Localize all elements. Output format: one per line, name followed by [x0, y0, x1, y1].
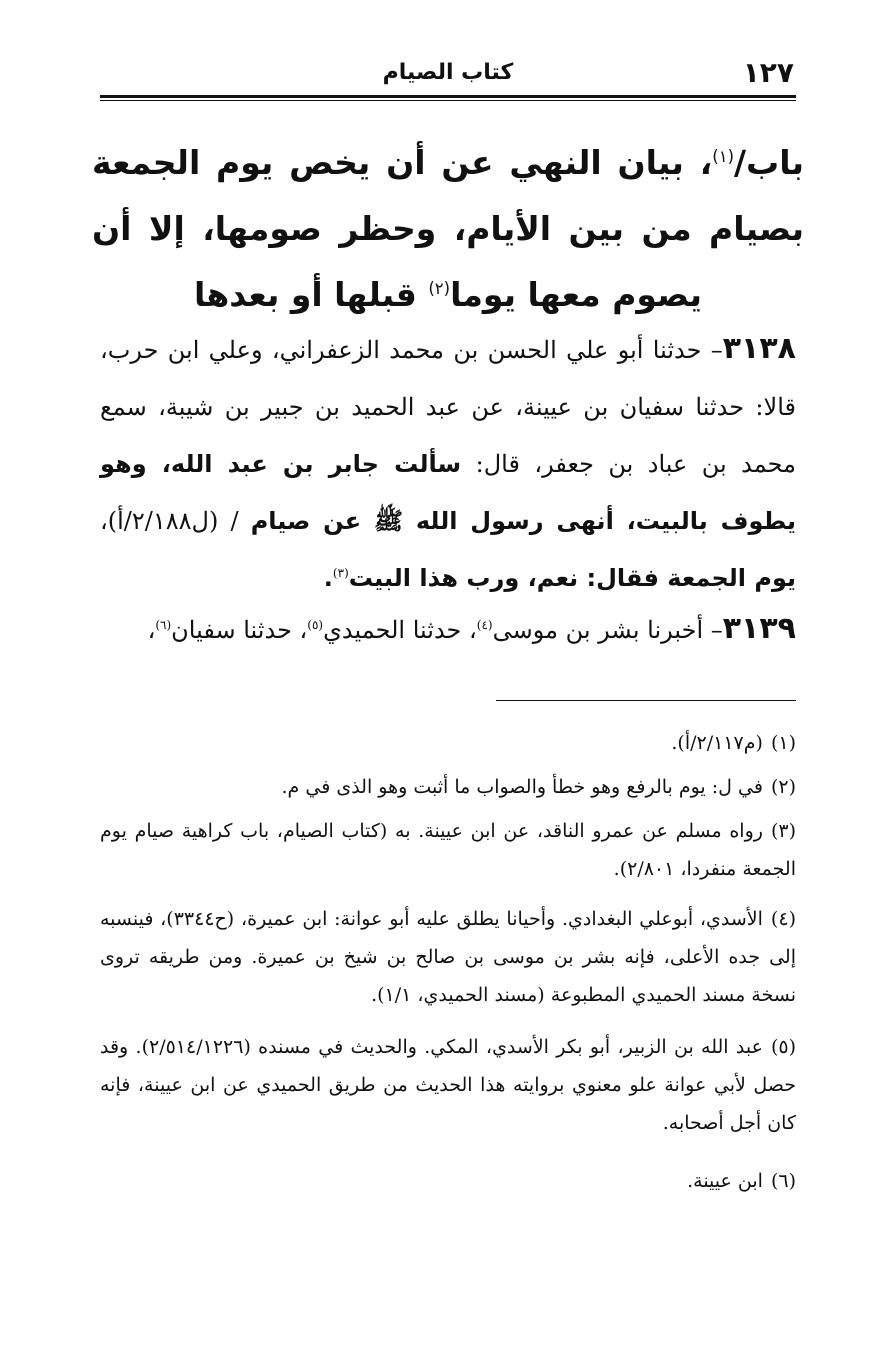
footnote-ref: (٤)	[476, 618, 493, 632]
footnote-number: (٤)	[770, 908, 796, 930]
hadith-end: .	[323, 564, 333, 592]
footnote-number: (٢)	[770, 776, 796, 798]
hadith-matn: يوم الجمعة فقال: نعم، ورب هذا البيت	[348, 564, 796, 592]
hadith-text: – أخبرنا بشر بن موسى	[492, 616, 723, 644]
footnote-text: في ل: يوم بالرفع وهو خطأ والصواب ما أثبت وهو الذى في م.	[281, 776, 763, 798]
footnote-number: (١)	[770, 732, 796, 754]
footnote-text: ابن عيينة.	[687, 1170, 763, 1192]
hadith-3139	[100, 600, 796, 659]
chapter-heading	[92, 130, 804, 328]
hadith-matn: سألت جابر بن عبد الله، وهو يطوف بالبيت، أنهى رسول الله ﷺ عن صيام	[100, 450, 796, 535]
footnote-ref: (١)	[712, 147, 734, 166]
footnote-text: رواه مسلم عن عمرو الناقد، عن ابن عيينة. به (كتاب الصيام، باب كراهية صيام يوم الجمعة منفردا، ٢/٨٠١).	[100, 820, 796, 880]
header-rule-thick	[100, 95, 796, 98]
hadith-3138	[100, 320, 796, 607]
footnote-text: عبد الله بن الزبير، أبو بكر الأسدي، المكي. والحديث في مسنده (٢/٥١٤/١٢٢٦). وقد حصل لأبي عوانة علو معنوي بروايته هذا الحديث من طريق الحميدي عن ابن عيينة، فإنه كان أجل أصحابه.	[100, 1036, 796, 1134]
footnote-number: (٥)	[770, 1036, 796, 1058]
hadith-text: ، حدثنا الحميدي	[323, 616, 477, 644]
manuscript-ref: / (ل٢/١٨٨/أ)،	[100, 507, 251, 535]
footnote-ref: (٣)	[332, 566, 349, 580]
footnote-ref: (٢)	[428, 279, 451, 298]
footnote-ref: (٥)	[307, 618, 324, 632]
hadith-number: ٣١٣٨	[722, 331, 796, 366]
footnote-text: (م٢/١١٧/أ).	[671, 732, 763, 754]
heading-part1: باب/	[734, 143, 804, 182]
footnote-separator	[496, 700, 796, 701]
hadith-text: ، حدثنا سفيان	[171, 616, 308, 644]
footnote	[100, 1162, 796, 1200]
page-number: ١٢٧	[742, 56, 794, 89]
book-title: كتاب الصيام	[382, 60, 514, 85]
footnote-text: الأسدي، أبوعلي البغدادي. وأحيانا يطلق عليه أبو عوانة: ابن عميرة، (ح٣٣٤٤)، فينسبه إلى جده الأعلى، فإنه بشر بن موسى بن صالح بن شيخ بن عميرة. ومن طريقه تروى نسخة مسند الحميدي المطبوعة (مسند الحميدي، ١/١).	[100, 908, 796, 1006]
footnote	[100, 900, 796, 1014]
page-header	[100, 56, 796, 96]
heading-part2: ، بيان النهي عن أن يخص يوم الجمعة بصيام من بين الأيام، وحظر صومها، إلا أن يصوم معها يوما	[92, 143, 804, 314]
header-rule-thin	[100, 100, 796, 101]
footnote-ref: (٦)	[155, 618, 172, 632]
footnote	[100, 724, 796, 762]
footnote	[100, 812, 796, 888]
hadith-text: – حدثنا أبو علي الحسن بن محمد الزعفراني، وعلي ابن حرب، قالا: حدثنا سفيان بن عيينة، عن عبد الحميد بن جبير بن شيبة، سمع محمد بن عباد بن جعفر، قال:	[100, 336, 796, 478]
footnote-number: (٦)	[770, 1170, 796, 1192]
footnote	[100, 1028, 796, 1142]
footnote	[100, 768, 796, 806]
footnote-number: (٣)	[770, 820, 796, 842]
hadith-end: ،	[147, 616, 156, 644]
hadith-number: ٣١٣٩	[722, 611, 796, 646]
heading-part3: قبلها أو بعدها	[193, 275, 429, 314]
